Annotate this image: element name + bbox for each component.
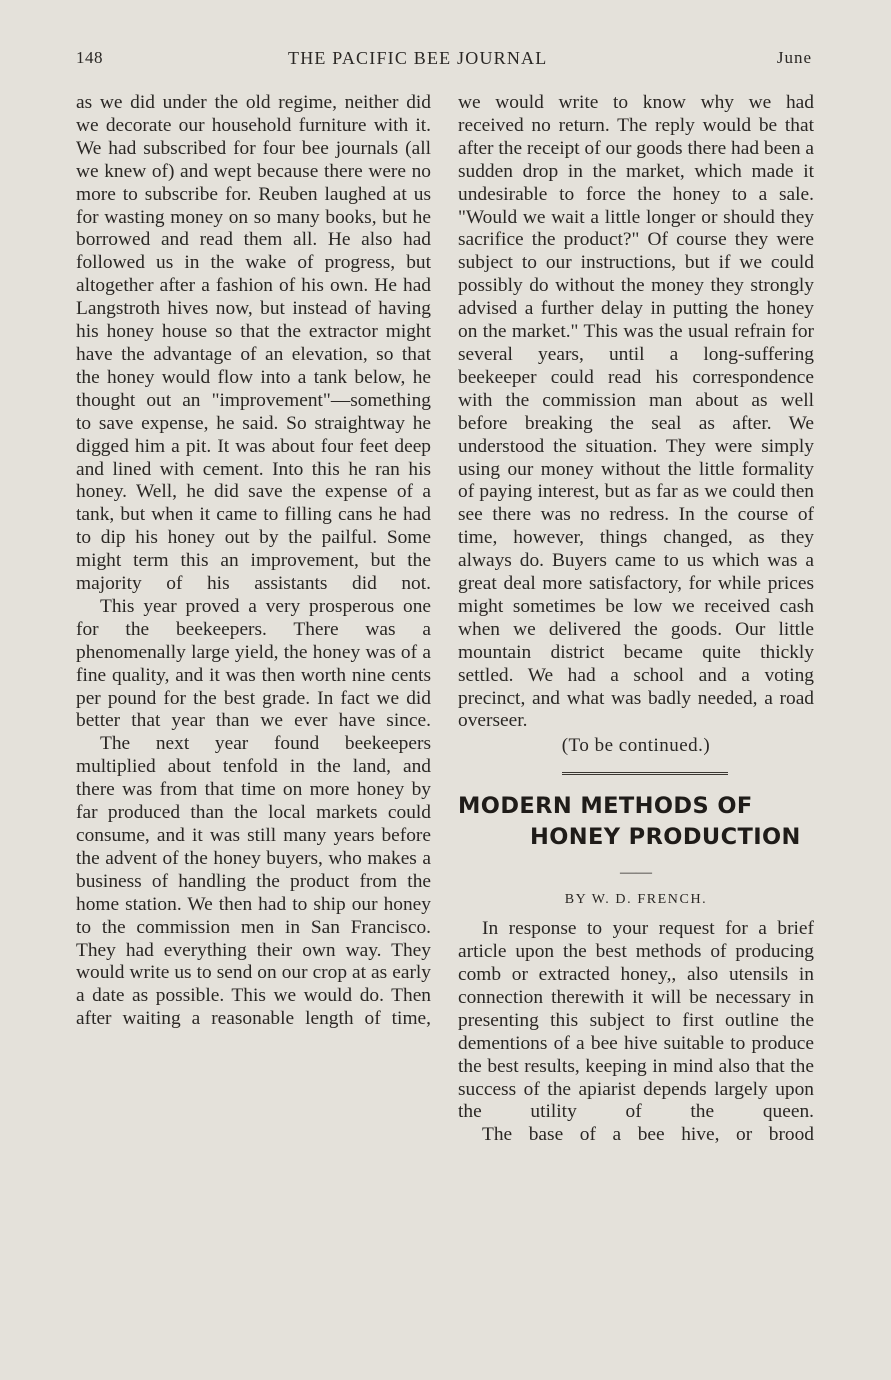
body-paragraph: The base of a bee hive, or brood — [482, 1124, 814, 1146]
body-paragraph: as we did under the old regime, neither did we decorate our household furniture with it. We had subscribed for four bee journals (all we knew of) and wept because there were no more to subscribe for. Reuben laughed at us for wasting money on so many books, but he borrowed and read them all. He also had followed us in the wake of progress, but altogether after a fashion of his own. He had Langstroth hives now, but instead of having his honey house so that the extractor might have the advantage of an elevation, so that the honey would flow into a tank below, he thought out an "improvement"—something to save expense, he said. So straightway he digged him a pit. It was about four feet deep and lined with cement. Into this he ran his honey. Well, he did save the expense of a tank, but when it came to filling cans he had to dip his honey out by the pailful. Some might term this an improvement, but the majority of his assistants did not. — [76, 92, 431, 595]
body-paragraph: we would write to know why we had received no return. The reply would be that after the receipt of our goods there had been a sudden drop in the market, which made it undesirable to force the honey to a sale. "Would we wait a little longer or should they sacrifice the product?" Of course they were subject to our instructions, but if we could possibly do without the money they strongly advised a further delay in putting the honey on the market." This was the usual refrain for several years, until a long-suffering beekeeper could read his correspondence with the commission man about as well before breaking the seal as after. We understood the situation. They were simply using our money without the little formality of paying interest, but as far as we could then see there was no redress. In the course of time, however, things changed, as they always do. Buyers came to us which was a great deal more satisfactory, for while prices might sometimes be low we received cash when we delivered the goods. Our little mountain district became quite thickly settled. We had a school and a voting precinct, and what was badly needed, a road overseer. — [458, 92, 814, 732]
page-number: 148 — [76, 48, 103, 67]
article-title-line: HONEY PRODUCTION — [530, 824, 801, 851]
right-column — [458, 92, 814, 1147]
body-paragraph: This year proved a very prosperous one for the beekeepers. There was a phenomenally large yield, the honey was of a fine quality, and it was then worth nine cents per pound for the best grade. In fact we did better that year than we ever have since. — [76, 595, 431, 732]
section-divider — [562, 772, 728, 775]
title-dash: —— — [620, 864, 652, 882]
left-column — [76, 92, 431, 1031]
article-title-line: MODERN METHODS OF — [458, 793, 753, 820]
issue-month: June — [776, 48, 812, 67]
page-header — [76, 46, 816, 72]
body-paragraph: The next year found beekeepers multiplied about tenfold in the land, and there was from that time on more honey by far produced than the local markets could consume, and it was still many years before the advent of the honey buyers, who makes a business of handling the product from the home station. We then had to ship our honey to the commission men in San Francisco. They had everything their own way. They would write us to send on our crop at as early a date as possible. This we would do. Then after waiting a reasonable length of time, — [76, 733, 431, 1030]
continued-note: (To be continued.) — [561, 735, 711, 757]
body-paragraph: In response to your request for a brief article upon the best methods of producing comb or extracted honey,, also utensils in connection therewith it will be necessary in presenting this subject to first outline the dementions of a bee hive suitable to produce the best results, keeping in mind also that the success of the apiarist depends largely upon the utility of the queen. — [458, 918, 814, 1123]
article-byline: BY W. D. FRENCH. — [564, 892, 708, 908]
journal-title: THE PACIFIC BEE JOURNAL — [288, 48, 548, 68]
article-title — [458, 791, 814, 853]
